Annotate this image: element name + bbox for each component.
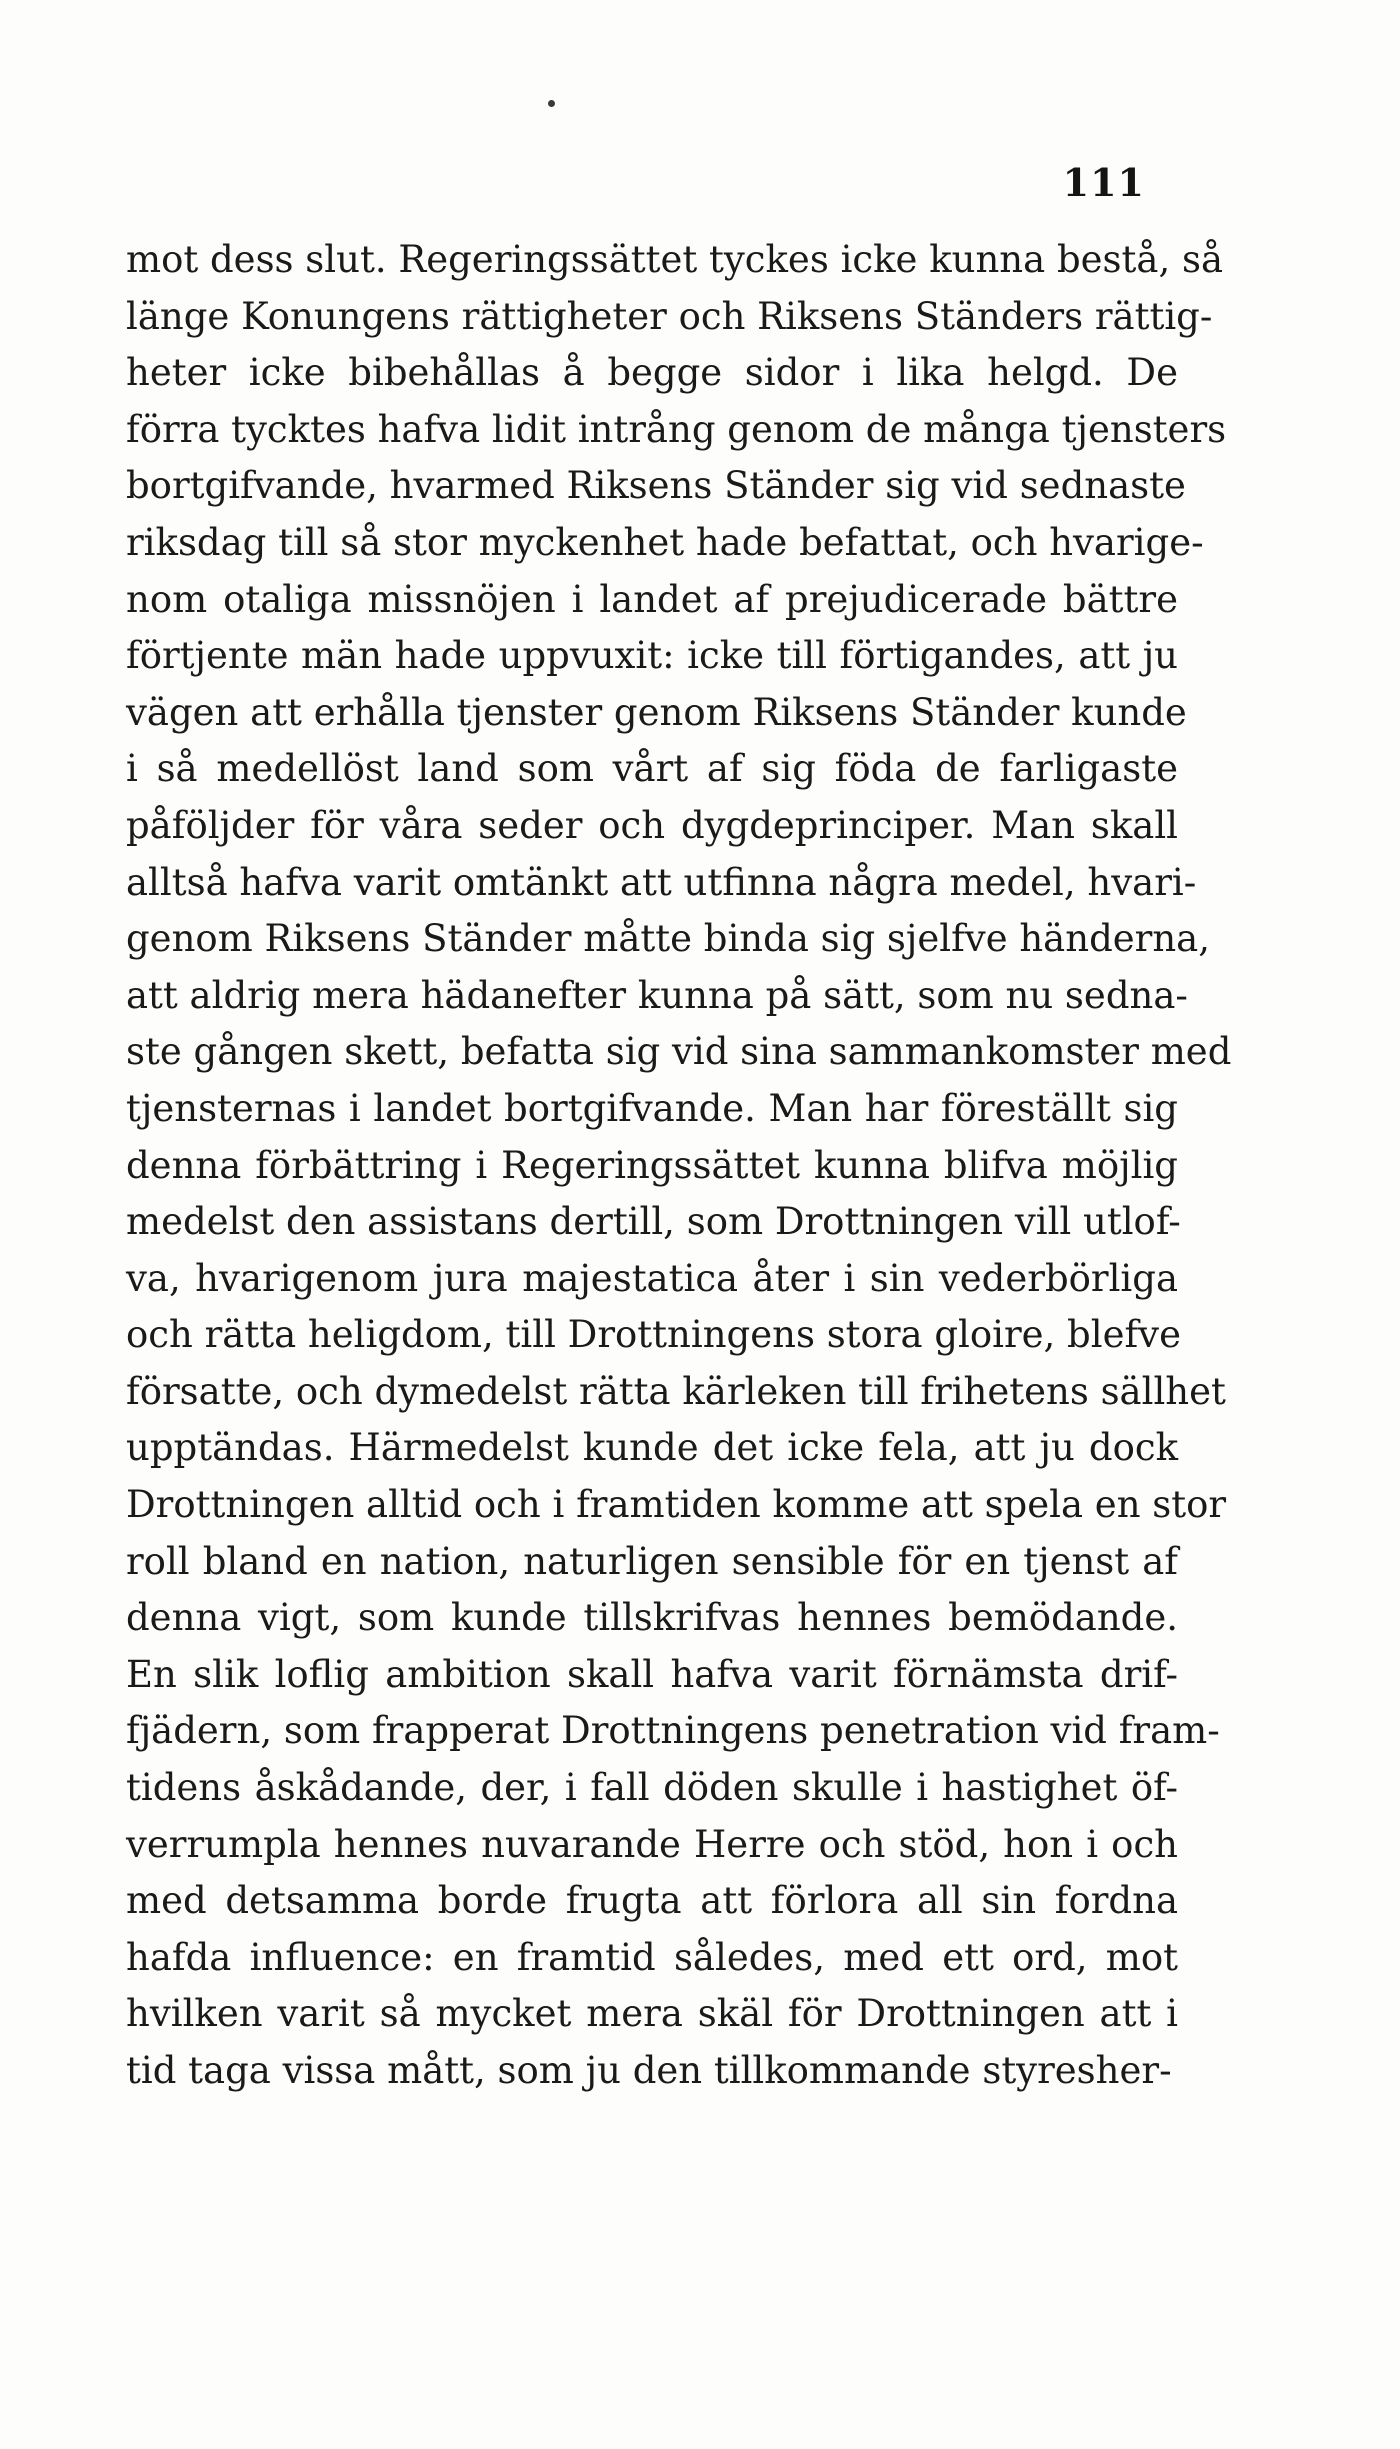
text-line: att aldrig mera hädanefter kunna på sätt, som nu sedna- [126, 973, 1188, 1017]
text-line: denna vigt, som kunde tillskrifvas hennes bemödande. [126, 1596, 1178, 1640]
text-line: med detsamma borde frugta att förlora all sin fordna [126, 1879, 1178, 1923]
text-line: roll bland en nation, naturligen sensible för en tjenst af [126, 1539, 1178, 1583]
text-line: påföljder för våra seder och dygdeprinciper. Man skall [126, 803, 1178, 847]
text-line: En slik loflig ambition skall hafva varit förnämsta drif- [126, 1652, 1178, 1696]
text-line: riksdag till så stor myckenhet hade befattat, och hvarige- [126, 520, 1204, 564]
text-line: förtjente män hade uppvuxit: icke till förtigandes, att ju [126, 634, 1178, 678]
text-line: bortgifvande, hvarmed Riksens Ständer sig vid sednaste [126, 464, 1186, 508]
text-line: genom Riksens Ständer måtte binda sig sjelfve händerna, [126, 917, 1210, 961]
text-line: ste gången skett, befatta sig vid sina sammankomster med [126, 1030, 1232, 1074]
text-line: i så medellöst land som vårt af sig föda de farligaste [126, 747, 1178, 791]
text-line: och rätta heligdom, till Drottningens stora gloire, blefve [126, 1313, 1181, 1357]
text-line: tjensternas i landet bortgifvande. Man har föreställt sig [126, 1086, 1178, 1130]
ink-speck [548, 100, 555, 107]
text-line: fjädern, som frapperat Drottningens penetration vid fram- [126, 1709, 1220, 1753]
text-line: förra tycktes hafva lidit intrång genom de många tjensters [126, 407, 1227, 451]
text-line: denna förbättring i Regeringssättet kunna blifva möjlig [126, 1143, 1178, 1187]
text-line: tidens åskådande, der, i fall döden skulle i hastighet öf- [126, 1766, 1178, 1810]
text-line: försatte, och dymedelst rätta kärleken till frihetens sällhet [126, 1369, 1226, 1413]
body-text [126, 232, 1232, 2100]
text-line: hafda influence: en framtid således, med ett ord, mot [126, 1935, 1178, 1979]
text-line: länge Konungens rättigheter och Riksens Ständers rättig- [126, 294, 1213, 338]
text-line: mot dess slut. Regeringssättet tyckes icke kunna bestå, så [126, 238, 1224, 281]
page-number: 111 [1062, 160, 1145, 205]
text-line: nom otaliga missnöjen i landet af prejudicerade bättre [126, 577, 1178, 621]
text-line: heter icke bibehållas å begge sidor i lika helgd. De [126, 351, 1178, 395]
text-line: vägen att erhålla tjenster genom Riksens Ständer kunde [126, 690, 1187, 734]
text-line: upptändas. Härmedelst kunde det icke fela, att ju dock [126, 1426, 1178, 1470]
text-line: alltså hafva varit omtänkt att utfinna några medel, hvari- [126, 860, 1197, 904]
text-line: hvilken varit så mycket mera skäl för Drottningen att i [126, 1992, 1178, 2036]
text-line: tid taga vissa mått, som ju den tillkommande styresher- [126, 2049, 1172, 2092]
text-line: verrumpla hennes nuvarande Herre och stöd, hon i och [126, 1822, 1178, 1866]
text-line: va, hvarigenom jura majestatica åter i sin vederbörliga [126, 1256, 1178, 1300]
text-line: Drottningen alltid och i framtiden komme att spela en stor [126, 1483, 1227, 1527]
text-line: medelst den assistans dertill, som Drottningen vill utlof- [126, 1200, 1181, 1244]
